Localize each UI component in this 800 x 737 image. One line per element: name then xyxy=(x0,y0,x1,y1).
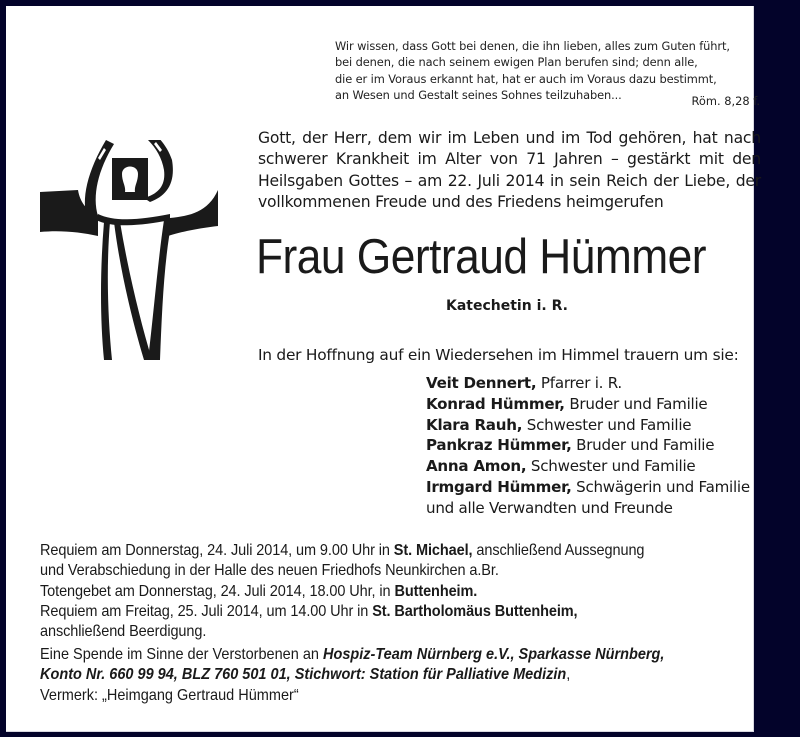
church-name: St. Michael, xyxy=(393,542,473,559)
mourner-name: Pankraz Hümmer, xyxy=(426,436,572,455)
donation-text: Eine Spende im Sinne der Verstorbenen an xyxy=(40,646,323,663)
service-line: anschließend Beerdigung. xyxy=(40,623,207,641)
service-text: Requiem am Donnerstag, 24. Juli 2014, um 9.00 Uhr in xyxy=(40,542,394,559)
announcement-line: vollkommenen Freude und des Friedens heimgerufen xyxy=(258,192,664,211)
mourner-relation: Schwester und Familie xyxy=(522,415,692,434)
mourner-name: Konrad Hümmer, xyxy=(426,394,565,413)
mourners-list xyxy=(426,373,776,519)
mourner-relation: Bruder und Familie xyxy=(571,436,715,455)
mourning-intro: In der Hoffnung auf ein Wiedersehen im Himmel trauern um sie: xyxy=(258,346,739,364)
service-text: anschließend Aussegnung xyxy=(472,542,645,559)
verse-line: an Wesen und Gestalt seines Sohnes teilzuhaben... xyxy=(335,87,622,102)
mourner-relation: Bruder und Familie xyxy=(564,394,708,413)
cross-with-risen-christ-icon xyxy=(40,140,230,360)
church-name: St. Bartholomäus Buttenheim, xyxy=(372,602,578,620)
mourner-relation: Schwester und Familie xyxy=(526,457,696,476)
mourner-row xyxy=(426,394,776,415)
announcement-text xyxy=(258,128,761,213)
donation-info xyxy=(40,645,770,706)
mourner-row xyxy=(426,477,776,498)
service-text: Totengebet am Donnerstag, 24. Juli 2014, 18.00 Uhr, in xyxy=(40,582,395,600)
mourner-row xyxy=(426,415,776,436)
donation-recipient: Hospiz-Team Nürnberg e.V., Sparkasse Nürnberg, xyxy=(322,646,665,663)
verse-reference: Röm. 8,28 f. xyxy=(691,94,760,108)
mourner-name: Anna Amon, xyxy=(426,457,527,476)
verse-line: bei denen, die nach seinem ewigen Plan berufen sind; denn alle, xyxy=(335,55,698,70)
service-schedule xyxy=(40,541,770,642)
announcement-line: Heilsgaben Gottes – am 22. Juli 2014 in sein Reich der Liebe, der xyxy=(258,171,761,190)
service-line xyxy=(40,582,719,602)
mourner-name: Veit Dennert, xyxy=(426,374,537,392)
deceased-name: Frau Gertraud Hümmer xyxy=(256,230,706,284)
mourner-row xyxy=(426,373,776,394)
service-line: und Verabschiedung in der Halle des neuen Friedhofs Neunkirchen a.Br. xyxy=(40,562,499,580)
donation-line xyxy=(40,645,719,665)
mourner-name: Irmgard Hümmer, xyxy=(426,477,572,496)
mourner-row xyxy=(426,435,776,456)
service-text: Requiem am Freitag, 25. Juli 2014, um 14.00 Uhr in xyxy=(40,602,373,620)
verse-line: die er im Voraus erkannt hat, hat er auch im Voraus dazu bestimmt, xyxy=(335,71,717,86)
deceased-title: Katechetin i. R. xyxy=(446,298,568,314)
service-line xyxy=(40,602,719,622)
donation-text: , xyxy=(566,666,571,684)
announcement-line: schwerer Krankheit im Alter von 71 Jahren – gestärkt mit den xyxy=(258,150,761,169)
donation-line xyxy=(40,665,719,685)
verse-line: Wir wissen, dass Gott bei denen, die ihn lieben, alles zum Guten führt, xyxy=(335,39,730,53)
bank-details: Konto Nr. 660 99 94, BLZ 760 501 01, Stichwort: Station für Palliative Medizin xyxy=(40,666,567,684)
announcement-line: Gott, der Herr, dem wir im Leben und im Tod gehören, hat nach xyxy=(258,129,761,147)
mourner-relation: Pfarrer i. R. xyxy=(536,374,622,392)
mourner-row xyxy=(426,456,776,477)
place-name: Buttenheim. xyxy=(394,582,478,600)
mourner-name: Klara Rauh, xyxy=(426,415,523,434)
mourners-closing: und alle Verwandten und Freunde xyxy=(426,498,673,517)
service-line xyxy=(40,541,719,561)
mourner-relation: Schwägerin und Familie xyxy=(571,477,750,496)
donation-line: Vermerk: „Heimgang Gertraud Hümmer“ xyxy=(40,686,299,704)
